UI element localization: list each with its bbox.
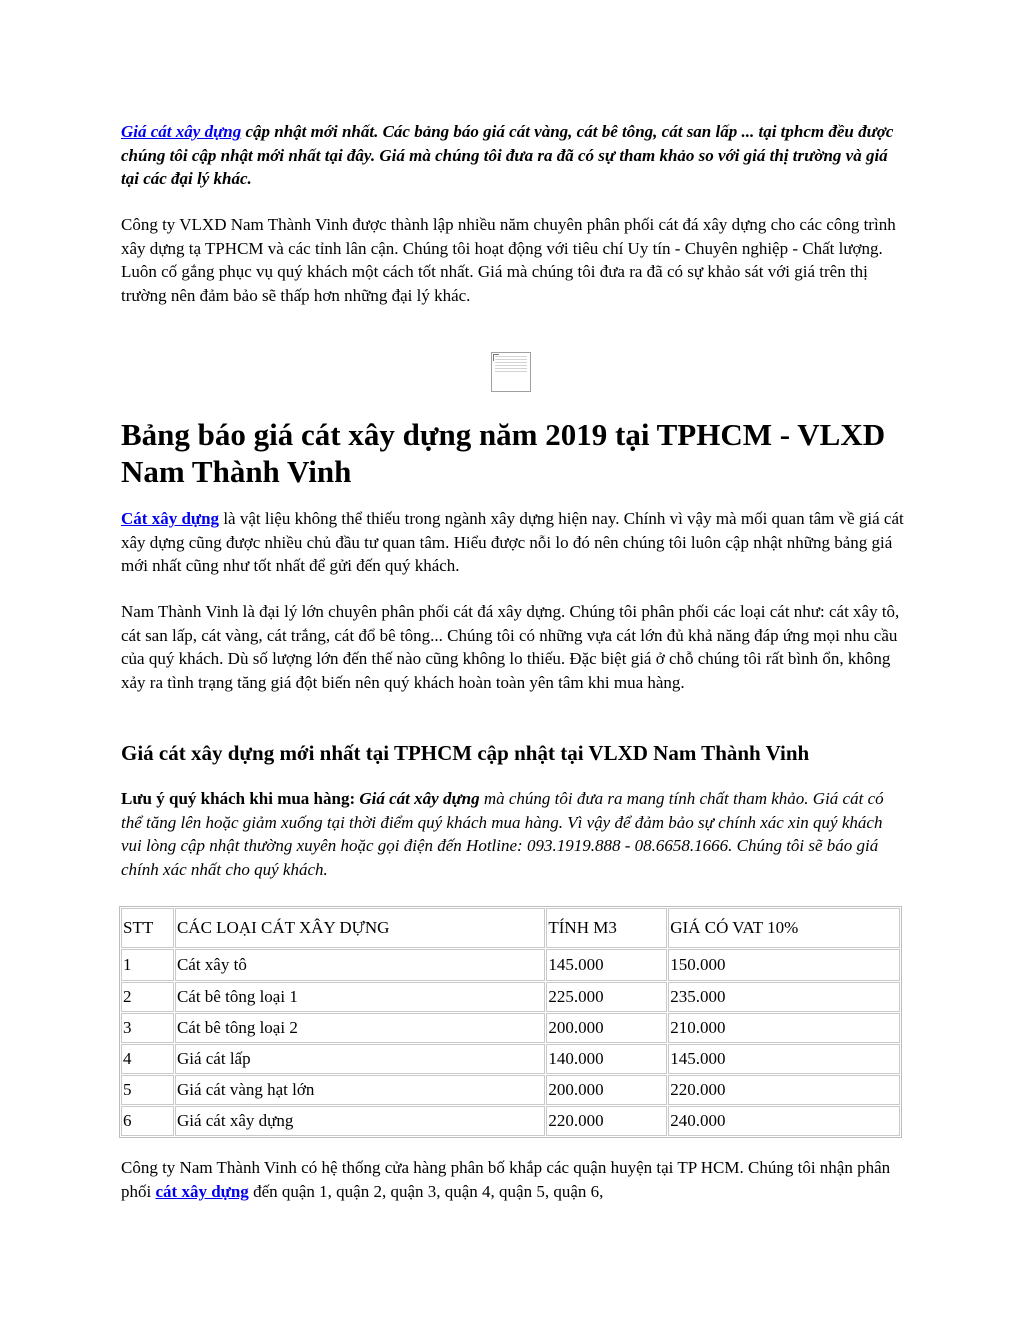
intro-paragraph: [121, 120, 907, 191]
cat-xay-dung-link-2[interactable]: cát xây dựng: [155, 1181, 249, 1201]
cell-stt: 5: [121, 1075, 174, 1105]
cell-type: Cát bê tông loại 2: [175, 1013, 545, 1043]
price-table: [119, 906, 902, 1138]
cell-type: Cát xây tô: [175, 949, 545, 981]
table-row: [121, 1075, 900, 1105]
main-heading: Bảng báo giá cát xây dựng năm 2019 tại TPHCM - VLXD Nam Thành Vinh: [121, 417, 886, 489]
cell-m3: 145.000: [546, 949, 667, 981]
cell-type: Cát bê tông loại 1: [175, 982, 545, 1012]
table-row: [121, 1013, 900, 1043]
company-paragraph: Công ty VLXD Nam Thành Vinh được thành lập nhiều năm chuyên phân phối cát đá xây dựng cho các công trình xây dựng tạ TPHCM và các tỉnh lân cận. Chúng tôi hoạt động với tiêu chí Uy tín - Chuyên nghiệp - Chất lượng. Luôn cố gắng phục vụ quý khách một cách tốt nhất. Giá mà chúng tôi đưa ra đã có sự khảo sát với giá trên thị trường nên đảm bảo sẽ thấp hơn những đại lý khác.: [121, 215, 896, 305]
cell-vat: 210.000: [668, 1013, 900, 1043]
stores-text-after: đến quận 1, quận 2, quận 3, quận 4, quận 5, quận 6,: [248, 1181, 604, 1201]
table-row: [121, 1106, 900, 1136]
table-row: [121, 949, 900, 981]
cell-m3: 225.000: [546, 982, 667, 1012]
cell-vat: 150.000: [668, 949, 900, 981]
cell-vat: 240.000: [668, 1106, 900, 1136]
cell-m3: 140.000: [546, 1044, 667, 1074]
cell-type: Giá cát xây dựng: [175, 1106, 545, 1136]
cell-stt: 3: [121, 1013, 174, 1043]
broken-image-icon: [491, 352, 531, 392]
cell-stt: 2: [121, 982, 174, 1012]
sand-intro-text: là vật liệu không thể thiếu trong ngành xây dựng hiện nay. Chính vì vậy mà mối quan tâm về giá cát xây dựng cũng được nhiều chủ đầu tư quan tâm. Hiểu được nỗi lo đó nên chúng tôi luôn cập nhật những bảng giá mới nhất cũng như tốt nhất để gửi đến quý khách.: [121, 509, 904, 575]
stores-paragraph: [121, 1156, 907, 1203]
note-label: Lưu ý quý khách khi mua hàng:: [121, 789, 356, 808]
cell-stt: 6: [121, 1106, 174, 1136]
table-row: [121, 982, 900, 1012]
cell-type: Giá cát lấp: [175, 1044, 545, 1074]
cell-stt: 4: [121, 1044, 174, 1074]
note-bold: Giá cát xây dựng: [359, 789, 480, 808]
cell-stt: 1: [121, 949, 174, 981]
header-m3: TÍNH M3: [546, 908, 667, 948]
cell-m3: 220.000: [546, 1106, 667, 1136]
intro-text: cập nhật mới nhất. Các bảng báo giá cát vàng, cát bê tông, cát san lấp ... tại tphcm đều được chúng tôi cập nhật mới nhất tại đây. Giá mà chúng tôi đưa ra đã có sự tham khảo so với giá thị trường và giá tại các đại lý khác.: [121, 122, 894, 188]
note-paragraph: [121, 787, 907, 881]
distributor-paragraph: Nam Thành Vinh là đại lý lớn chuyên phân phối cát đá xây dựng. Chúng tôi phân phối các loại cát như: cát xây tô, cát san lấp, cát vàng, cát trắng, cát đổ bê tông... Chúng tôi có những vựa cát lớn đủ khả năng đáp ứng mọi nhu cầu của quý khách. Dù số lượng lớn đến thế nào cũng không lo thiếu. Đặc biệt giá ở chỗ chúng tôi rất bình ổn, không xảy ra tình trạng tăng giá đột biến nên quý khách hoàn toàn yên tâm khi mua hàng.: [121, 602, 900, 692]
header-type: CÁC LOẠI CÁT XÂY DỰNG: [175, 908, 545, 948]
cat-xay-dung-link[interactable]: Cát xây dựng: [121, 509, 220, 528]
gia-cat-xay-dung-link[interactable]: Giá cát xây dựng: [121, 122, 242, 141]
note-text: mà chúng tôi đưa ra mang tính chất tham khảo. Giá cát có thể tăng lên hoặc giảm xuống tại thời điểm quý khách mua hàng. Vì vậy để đảm bảo sự chính xác xin quý khách vui lòng cập nhật thường xuyên hoặc gọi điện đến Hotline: 093.1919.888 - 08.6658.1666. Chúng tôi sẽ báo giá chính xác nhất cho quý khách.: [121, 789, 884, 879]
cell-m3: 200.000: [546, 1013, 667, 1043]
cell-vat: 145.000: [668, 1044, 900, 1074]
table-header-row: [121, 908, 900, 948]
cell-vat: 235.000: [668, 982, 900, 1012]
cell-m3: 200.000: [546, 1075, 667, 1105]
cell-vat: 220.000: [668, 1075, 900, 1105]
sand-intro-paragraph: [121, 507, 907, 578]
header-vat: GIÁ CÓ VAT 10%: [668, 908, 900, 948]
table-row: [121, 1044, 900, 1074]
header-stt: STT: [121, 908, 174, 948]
price-heading: Giá cát xây dựng mới nhất tại TPHCM cập nhật tại VLXD Nam Thành Vinh: [121, 741, 810, 765]
cell-type: Giá cát vàng hạt lớn: [175, 1075, 545, 1105]
stores-text-before: Công ty Nam Thành Vinh có hệ thống cửa hàng phân bố khắp các quận huyện tại TP HCM. Chúng tôi nhận phân phối: [121, 1158, 891, 1201]
